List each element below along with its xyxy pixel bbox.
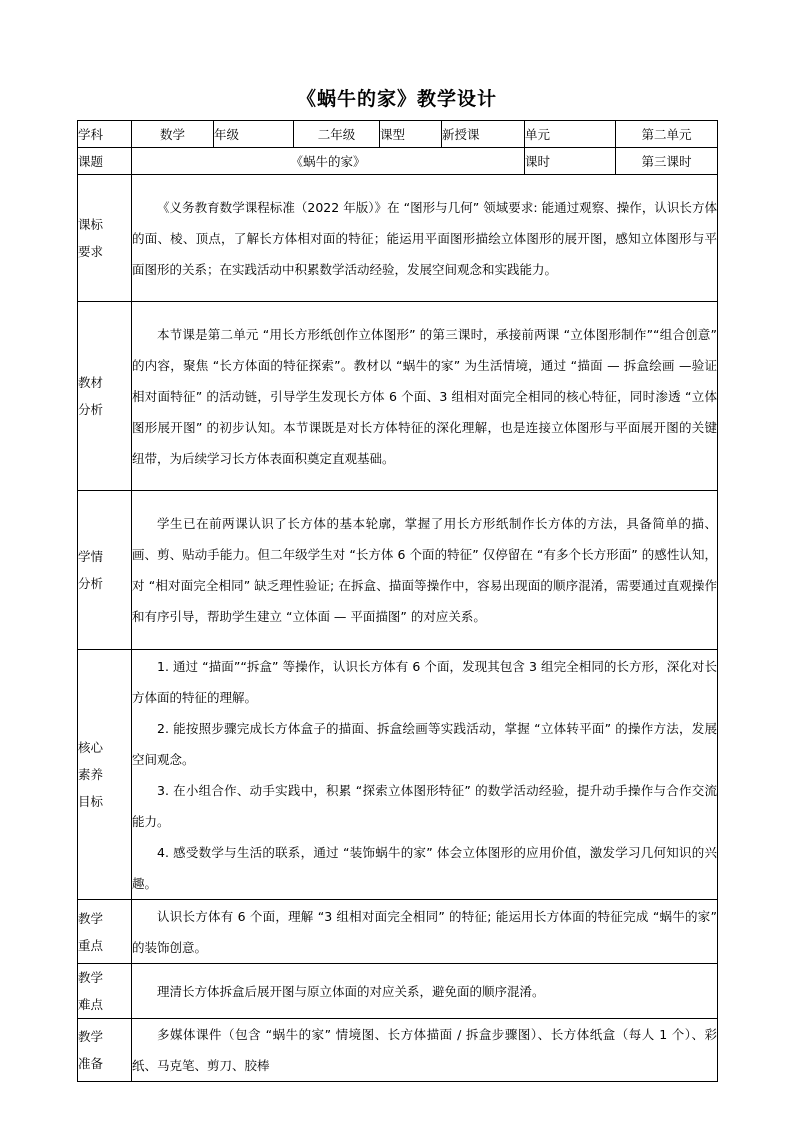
section-row bbox=[78, 964, 718, 1019]
section-row bbox=[78, 302, 718, 491]
section-label-line: 核心 bbox=[78, 740, 104, 755]
section-row bbox=[78, 650, 718, 900]
section-paragraph: 学生已在前两课认识了长方体的基本轮廓，掌握了用长方形纸制作长方体的方法，具备简单的描、画、剪、贴动手能力。但二年级学生对 “长方体 6 个面的特征” 仅停留在 “有多个长方形面” 的感性认知，对 “相对面完全相同” 缺乏理性验证; 在拆盒、描面等操作中，容易出现面的顺序混淆，需要通过直观操作和有序引导，帮助学生建立 “立体面 — 平面描图” 的对应关系。 bbox=[132, 516, 717, 624]
period-value: 第三课时 bbox=[616, 148, 718, 175]
type-label: 课型 bbox=[380, 121, 442, 148]
section-label-line: 分析 bbox=[78, 576, 104, 591]
section-row bbox=[78, 175, 718, 302]
section-paragraph: 3. 在小组合作、动手实践中，积累 “探索立体图形特征” 的数学活动经验，提升动手操作与合作交流能力。 bbox=[132, 782, 717, 829]
section-content bbox=[132, 1019, 718, 1082]
section-label-line: 要求 bbox=[78, 244, 104, 259]
section-label bbox=[78, 1019, 132, 1082]
section-label-line: 教学 bbox=[78, 970, 104, 985]
section-content bbox=[132, 650, 718, 900]
section-label-line: 教材 bbox=[78, 375, 104, 390]
section-paragraph: 2. 能按照步骤完成长方体盒子的描面、拆盒绘画等实践活动，掌握 “立体转平面” 的操作方法，发展空间观念。 bbox=[132, 720, 717, 767]
section-row bbox=[78, 900, 718, 964]
section-paragraph: 1. 通过 “描面”“拆盒” 等操作，认识长方体有 6 个面，发现其包含 3 组完全相同的长方形，深化对长方体面的特征的理解。 bbox=[132, 658, 717, 705]
topic-value: 《蜗牛的家》 bbox=[132, 148, 525, 175]
section-content bbox=[132, 964, 718, 1019]
section-row bbox=[78, 1019, 718, 1082]
lesson-plan-table bbox=[77, 120, 718, 1082]
header-row-info bbox=[78, 121, 718, 148]
unit-value: 第二单元 bbox=[616, 121, 718, 148]
section-label bbox=[78, 900, 132, 964]
grade-value: 二年级 bbox=[294, 121, 380, 148]
section-label-line: 学情 bbox=[78, 549, 104, 564]
section-label-line: 准备 bbox=[78, 1056, 104, 1071]
section-label-line: 课标 bbox=[78, 217, 104, 232]
section-content bbox=[132, 900, 718, 964]
section-paragraph: 《义务教育数学课程标准（2022 年版）》在 “图形与几何” 领域要求: 能通过观察、操作，认识长方体的面、棱、顶点，了解长方体相对面的特征；能运用平面图形描绘立体图形的展开图，感知立体图形与平面图形的关系；在实践活动中积累数学活动经验，发展空间观念和实践能力。 bbox=[132, 199, 717, 277]
type-value: 新授课 bbox=[442, 121, 525, 148]
topic-label: 课题 bbox=[78, 148, 132, 175]
section-label bbox=[78, 302, 132, 491]
subject-label: 学科 bbox=[78, 121, 132, 148]
period-label: 课时 bbox=[525, 148, 616, 175]
section-label-line: 目标 bbox=[78, 794, 104, 809]
section-label bbox=[78, 491, 132, 650]
section-paragraph: 多媒体课件（包含 “蜗牛的家” 情境图、长方体描面 / 拆盒步骤图）、长方体纸盒（每人 1 个）、彩纸、马克笔、剪刀、胶棒 bbox=[132, 1027, 717, 1073]
section-label bbox=[78, 650, 132, 900]
subject-value: 数学 bbox=[132, 121, 214, 148]
unit-label: 单元 bbox=[525, 121, 616, 148]
header-row-topic bbox=[78, 148, 718, 175]
grade-label: 年级 bbox=[214, 121, 294, 148]
section-content bbox=[132, 175, 718, 302]
section-paragraph: 本节课是第二单元 “用长方形纸创作立体图形” 的第三课时，承接前两课 “立体图形制作”“组合创意” 的内容，聚焦 “长方体面的特征探索”。教材以 “蜗牛的家” 为生活情境，通过 “描面 — 拆盒绘画 —验证相对面特征” 的活动链，引导学生发现长方体 6 个面、3 组相对面完全相同的核心特征，同时渗透 “立体图形展开图” 的初步认知。本节课既是对长方体特征的深化理解，也是连接立体图形与平面展开图的关键纽带，为后续学习长方体表面积奠定直观基础。 bbox=[132, 326, 717, 466]
section-label bbox=[78, 175, 132, 302]
section-label-line: 教学 bbox=[78, 1029, 104, 1044]
section-label-line: 分析 bbox=[78, 402, 104, 417]
section-paragraph: 认识长方体有 6 个面，理解 “3 组相对面完全相同” 的特征; 能运用长方体面的特征完成 “蜗牛的家” 的装饰创意。 bbox=[132, 908, 717, 955]
section-content bbox=[132, 302, 718, 491]
section-content bbox=[132, 491, 718, 650]
page-title: 《蜗牛的家》教学设计 bbox=[296, 88, 497, 110]
section-label-line: 重点 bbox=[78, 937, 104, 953]
section-paragraph: 理清长方体拆盒后展开图与原立体面的对应关系，避免面的顺序混淆。 bbox=[157, 983, 545, 999]
section-label-line: 素养 bbox=[78, 767, 104, 782]
section-label-line: 教学 bbox=[78, 910, 104, 926]
section-label-line: 难点 bbox=[78, 997, 104, 1012]
section-row bbox=[78, 491, 718, 650]
section-paragraph: 4. 感受数学与生活的联系，通过 “装饰蜗牛的家” 体会立体图形的应用价值，激发学习几何知识的兴趣。 bbox=[132, 844, 717, 891]
section-label bbox=[78, 964, 132, 1019]
